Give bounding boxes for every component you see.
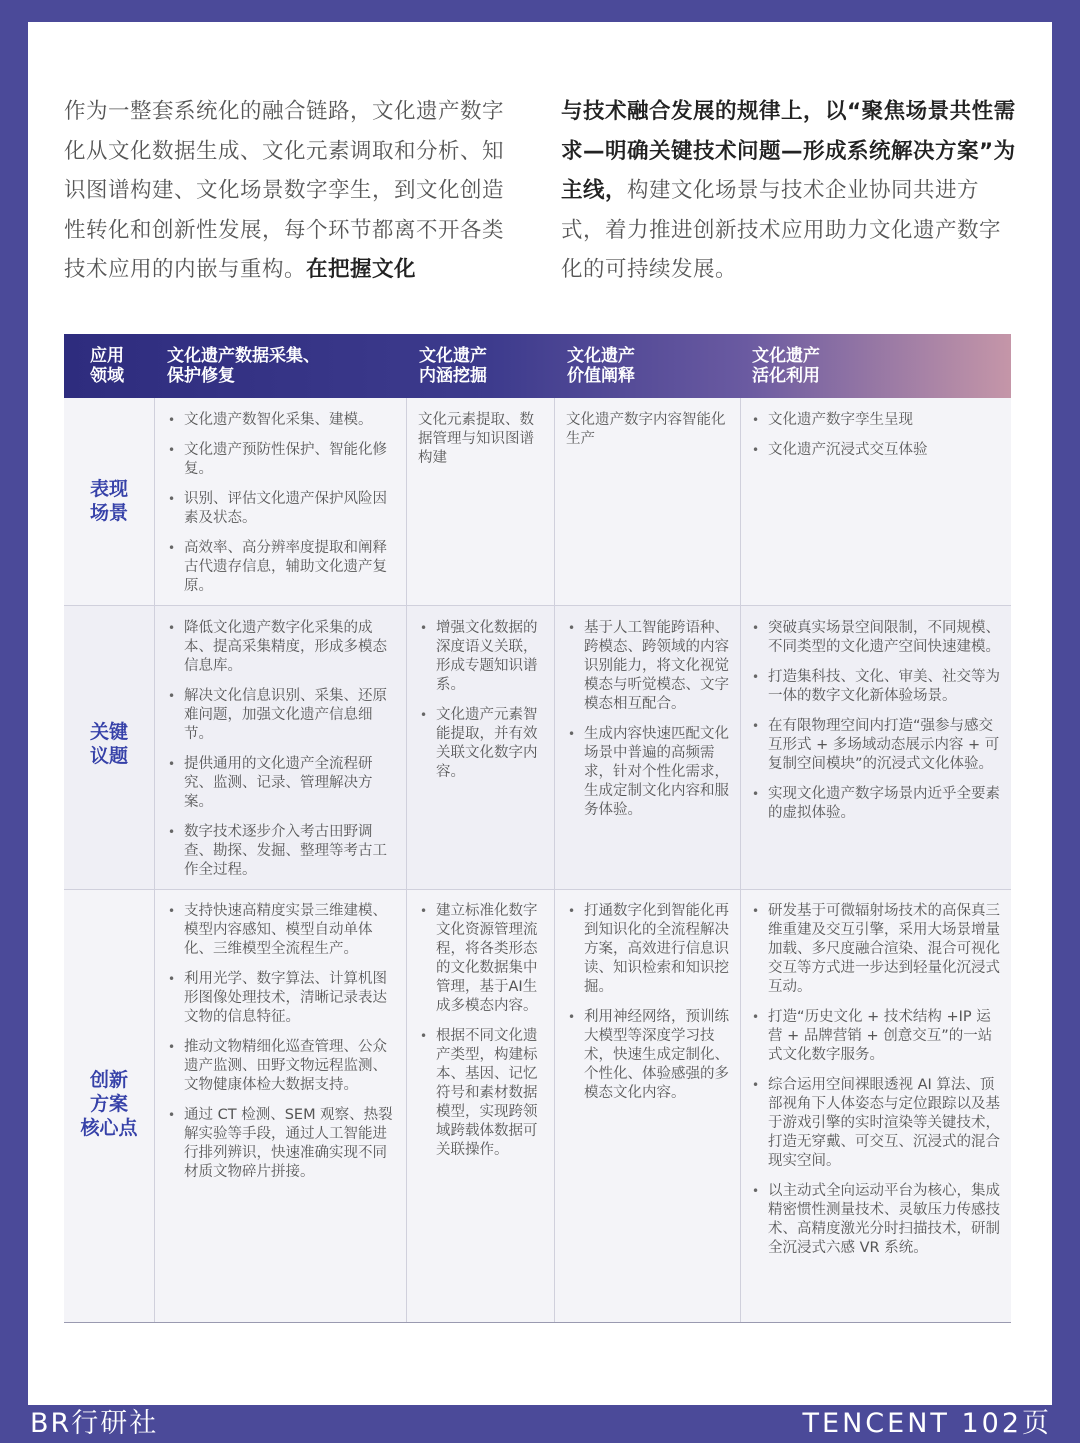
intro-left-text: 作为一整套系统化的融合链路，文化遗产数字化从文化数据生成、文化元素调取和分析、知识图谱构建、文化场景数字孪生，到文化创造性转化和创新性发展，每个环节都离不开各类技术应用的内嵌与重构。 [64,99,505,282]
cell-issues-revitalization [750,619,1000,834]
list-item: • 打造集科技、文化、审美、社交等为一体的数字文化新体验场景。 [750,668,1000,706]
row-label-scenarios: 表现 场景 [89,478,128,524]
cell-solutions-interpretation [566,902,732,1114]
list-item: • 研发基于可微辐射场技术的高保真三维重建及交互引擎，采用大场景增量加载、多尺度融合渲染、混合可视化交互等方式进一步达到轻量化沉浸式互动。 [750,902,1000,997]
list-item: • 综合运用空间裸眼透视 AI 算法、顶部视角下人体姿态与定位跟踪以及基于游戏引擎的实时渲染等关键技术，打造无穿戴、可交互、沉浸式的混合现实空间。 [750,1076,1000,1171]
grid-line [406,398,407,1322]
list-item: • 生成内容快速匹配文化场景中普遍的高频需求，针对个性化需求，生成定制文化内容和服务体验。 [566,725,732,820]
list-item: • 提供通用的文化遗产全流程研究、监测、记录、管理解决方案。 [166,755,398,812]
cell-solutions-mining [418,902,546,1171]
footer-page-info: TENCENT 102页 [802,1408,1052,1439]
grid-line [64,1322,1011,1323]
footer-brand: BR行研社 [30,1408,159,1439]
list-item: • 利用光学、数字算法、计算机图形图像处理技术，清晰记录表达文物的信息特征。 [166,970,398,1027]
cell-solutions-collection [166,902,398,1193]
header-domain: 应用 领域 [90,346,124,386]
intro-paragraph-right [561,92,1019,290]
list-item: • 根据不同文化遗产类型，构建标本、基因、记忆符号和素材数据模型，实现跨领域跨载体数据可关联操作。 [418,1027,546,1160]
cell-text: 文化遗产数字内容智能化生产 [566,412,726,447]
list-item: • 通过 CT 检测、SEM 观察、热裂解实验等手段，通过人工智能进行排列辨识，快速准确实现不同材质文物碎片拼接。 [166,1106,398,1182]
list-item: • 解决文化信息识别、采集、还原难问题，加强文化遗产信息细节。 [166,687,398,744]
list-item: • 打通数字化到智能化再到知识化的全流程解决方案，高效进行信息识读、知识检索和知识挖掘。 [566,902,732,997]
grid-line [554,398,555,1322]
list-item: • 高效率、高分辨率度提取和阐释古代遗存信息，辅助文化遗产复原。 [166,539,398,596]
document-page [28,22,1052,1405]
list-item: • 建立标准化数字文化资源管理流程，将各类形态的文化数据集中管理，基于AI生成多模态内容。 [418,902,546,1016]
cell-scenarios-interpretation [566,411,732,449]
cell-issues-mining [418,619,546,793]
list-item: • 数字技术逐步介入考古田野调查、勘探、发掘、整理等考古工作全过程。 [166,823,398,880]
intro-right-emphasis: 与技术融合发展的规律上，以“聚焦场景共性需求—明确关键技术问题—形成系统解决方案”为主线， [561,99,1016,203]
cell-issues-collection [166,619,398,891]
list-item: • 文化遗产数智化采集、建模。 [166,411,398,430]
cell-scenarios-collection [166,411,398,607]
list-item: • 基于人工智能跨语种、跨模态、跨领域的内容识别能力，将文化视觉模态与听觉模态、文字模态相互配合。 [566,619,732,714]
intro-paragraph-left [64,92,522,290]
cell-issues-interpretation [566,619,732,831]
list-item: • 在有限物理空间内打造“强参与感交互形式 + 多场域动态展示内容 + 可复制空间模块”的沉浸式文化体验。 [750,717,1000,774]
list-item: • 以主动式全向运动平台为核心，集成精密惯性测量技术、灵敏压力传感技术、高精度激光分时扫描技术，研制全沉浸式六感 VR 系统。 [750,1182,1000,1258]
list-item: • 识别、评估文化遗产保护风险因素及状态。 [166,490,398,528]
list-item: • 利用神经网络，预训练大模型等深度学习技术，快速生成定制化、个性化、体验感强的多模态文化内容。 [566,1008,732,1103]
list-item: • 增强文化数据的深度语义关联，形成专题知识谱系。 [418,619,546,695]
cell-text: 文化元素提取、数据管理与知识图谱构建 [418,412,534,466]
row-label-solutions: 创新 方案 核心点 [80,1069,138,1139]
grid-line [154,398,155,1322]
list-item: • 推动文物精细化巡查管理、公众遗产监测、田野文物远程监测、文物健康体检大数据支持。 [166,1038,398,1095]
list-item: • 文化遗产预防性保护、智能化修复。 [166,441,398,479]
intro-right-text: 构建文化场景与技术企业协同共进方式，着力推进创新技术应用助力文化遗产数字化的可持续发展。 [561,178,1002,282]
grid-line [740,398,741,1322]
list-item: • 支持快速高精度实景三维建模、模型内容感知、模型自动单体化、三维模型全流程生产。 [166,902,398,959]
list-item: • 打造“历史文化 + 技术结构 +IP 运营 + 品牌营销 + 创意交互”的一站式文化数字服务。 [750,1008,1000,1065]
header-value-interpretation: 文化遗产 价值阐释 [567,346,635,386]
list-item: • 文化遗产沉浸式交互体验 [750,441,1000,460]
cell-scenarios-revitalization [750,411,1000,471]
list-item: • 实现文化遗产数字场景内近乎全要素的虚拟体验。 [750,785,1000,823]
cell-scenarios-mining [418,411,546,468]
intro-left-emphasis: 在把握文化 [306,257,417,282]
header-collection-protection: 文化遗产数据采集、 保护修复 [167,346,320,386]
list-item: • 文化遗产元素智能提取，并有效关联文化数字内容。 [418,706,546,782]
table-header [64,334,1011,398]
list-item: • 突破真实场景空间限制，不同规模、不同类型的文化遗产空间快速建模。 [750,619,1000,657]
header-revitalization: 文化遗产 活化利用 [752,346,820,386]
list-item: • 降低文化遗产数字化采集的成本、提高采集精度，形成多模态信息库。 [166,619,398,676]
cell-solutions-revitalization [750,902,1000,1269]
list-item: • 文化遗产数字孪生呈现 [750,411,1000,430]
row-label-issues: 关键 议题 [89,721,128,767]
header-connotation-mining: 文化遗产 内涵挖掘 [419,346,487,386]
